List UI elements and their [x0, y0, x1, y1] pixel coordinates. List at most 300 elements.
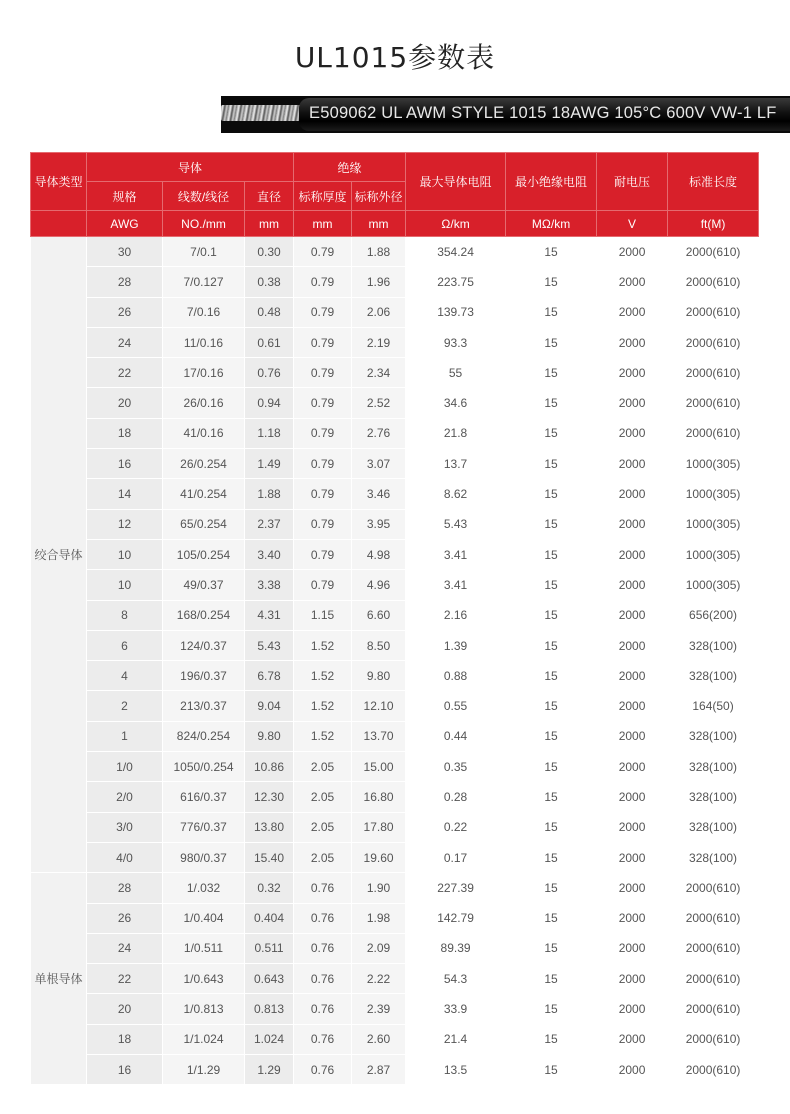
cell-thickness: 0.79: [294, 237, 352, 267]
cell-min-insulation-resistance: 15: [506, 600, 597, 630]
cell-withstand-voltage: 2000: [597, 964, 668, 994]
cell-gauge: 8: [87, 600, 163, 630]
cell-strands: 41/0.254: [163, 479, 245, 509]
table-row: [31, 449, 759, 479]
cell-standard-length: 1000(305): [668, 479, 759, 509]
cell-thickness: 0.76: [294, 1024, 352, 1054]
cell-diameter: 3.40: [245, 539, 294, 569]
cell-withstand-voltage: 2000: [597, 449, 668, 479]
table-row: [31, 237, 759, 267]
cell-standard-length: 2000(610): [668, 418, 759, 448]
cell-max-resistance: 1.39: [406, 630, 506, 660]
cell-strands: 980/0.37: [163, 842, 245, 872]
cell-outer-diameter: 9.80: [352, 661, 406, 691]
cell-min-insulation-resistance: 15: [506, 933, 597, 963]
table-row: [31, 358, 759, 388]
cell-max-resistance: 21.4: [406, 1024, 506, 1054]
cell-max-resistance: 54.3: [406, 964, 506, 994]
cell-outer-diameter: 2.52: [352, 388, 406, 418]
cell-max-resistance: 223.75: [406, 267, 506, 297]
cell-standard-length: 2000(610): [668, 297, 759, 327]
table-row: [31, 267, 759, 297]
cell-diameter: 0.813: [245, 994, 294, 1024]
cell-standard-length: 2000(610): [668, 358, 759, 388]
cell-max-resistance: 0.35: [406, 752, 506, 782]
cell-gauge: 28: [87, 873, 163, 903]
cell-outer-diameter: 8.50: [352, 630, 406, 660]
table-row: [31, 752, 759, 782]
cell-strands: 824/0.254: [163, 721, 245, 751]
cell-withstand-voltage: 2000: [597, 297, 668, 327]
cell-gauge: 4: [87, 661, 163, 691]
table-row: [31, 388, 759, 418]
cell-gauge: 16: [87, 1055, 163, 1085]
cell-withstand-voltage: 2000: [597, 994, 668, 1024]
header-unit-blank: [31, 211, 87, 237]
cell-withstand-voltage: 2000: [597, 873, 668, 903]
cell-outer-diameter: 2.87: [352, 1055, 406, 1085]
cell-withstand-voltage: 2000: [597, 630, 668, 660]
cable-image: [221, 96, 790, 133]
cell-min-insulation-resistance: 15: [506, 267, 597, 297]
cell-gauge: 2/0: [87, 782, 163, 812]
cell-thickness: 0.79: [294, 297, 352, 327]
cell-thickness: 0.79: [294, 418, 352, 448]
header-unit-v: V: [597, 211, 668, 237]
cell-strands: 17/0.16: [163, 358, 245, 388]
cell-strands: 616/0.37: [163, 782, 245, 812]
cell-withstand-voltage: 2000: [597, 327, 668, 357]
cell-gauge: 20: [87, 994, 163, 1024]
cell-gauge: 18: [87, 418, 163, 448]
cell-max-resistance: 13.7: [406, 449, 506, 479]
table-row: [31, 600, 759, 630]
cell-max-resistance: 142.79: [406, 903, 506, 933]
cell-outer-diameter: 2.06: [352, 297, 406, 327]
cell-withstand-voltage: 2000: [597, 237, 668, 267]
cell-thickness: 0.76: [294, 933, 352, 963]
cell-outer-diameter: 16.80: [352, 782, 406, 812]
cell-gauge: 1: [87, 721, 163, 751]
cell-min-insulation-resistance: 15: [506, 358, 597, 388]
cell-standard-length: 328(100): [668, 752, 759, 782]
cell-withstand-voltage: 2000: [597, 267, 668, 297]
cell-diameter: 12.30: [245, 782, 294, 812]
table-row: [31, 994, 759, 1024]
cell-gauge: 4/0: [87, 842, 163, 872]
cell-outer-diameter: 2.22: [352, 964, 406, 994]
header-outer-diameter: 标称外径: [352, 182, 406, 211]
cell-thickness: 2.05: [294, 842, 352, 872]
cell-max-resistance: 354.24: [406, 237, 506, 267]
cell-gauge: 22: [87, 964, 163, 994]
cell-diameter: 1.29: [245, 1055, 294, 1085]
header-unit-mm: mm: [245, 211, 294, 237]
cell-min-insulation-resistance: 15: [506, 539, 597, 569]
cell-outer-diameter: 2.34: [352, 358, 406, 388]
cell-withstand-voltage: 2000: [597, 539, 668, 569]
cell-max-resistance: 8.62: [406, 479, 506, 509]
cell-diameter: 13.80: [245, 812, 294, 842]
cell-standard-length: 656(200): [668, 600, 759, 630]
cell-thickness: 0.79: [294, 509, 352, 539]
cell-strands: 7/0.127: [163, 267, 245, 297]
header-withstand-voltage: 耐电压: [597, 153, 668, 211]
cell-max-resistance: 13.5: [406, 1055, 506, 1085]
cell-min-insulation-resistance: 15: [506, 630, 597, 660]
cell-gauge: 26: [87, 297, 163, 327]
table-row: [31, 327, 759, 357]
cell-diameter: 0.32: [245, 873, 294, 903]
cell-withstand-voltage: 2000: [597, 933, 668, 963]
cell-diameter: 0.94: [245, 388, 294, 418]
header-unit-mohm-km: MΩ/km: [506, 211, 597, 237]
cell-gauge: 24: [87, 933, 163, 963]
cable-print-label: E509062 UL AWM STYLE 1015 18AWG 105°C 600V VW-1 LF: [309, 104, 777, 122]
header-unit-awg: AWG: [87, 211, 163, 237]
cell-gauge: 6: [87, 630, 163, 660]
cell-min-insulation-resistance: 15: [506, 721, 597, 751]
spec-table-header: [31, 153, 759, 237]
cell-withstand-voltage: 2000: [597, 600, 668, 630]
header-gauge: 规格: [87, 182, 163, 211]
header-conductor: 导体: [87, 153, 294, 182]
cell-outer-diameter: 1.88: [352, 237, 406, 267]
cell-max-resistance: 55: [406, 358, 506, 388]
cell-withstand-voltage: 2000: [597, 1055, 668, 1085]
cell-standard-length: 2000(610): [668, 873, 759, 903]
cell-diameter: 1.024: [245, 1024, 294, 1054]
cell-strands: 26/0.254: [163, 449, 245, 479]
cell-gauge: 30: [87, 237, 163, 267]
cell-gauge: 10: [87, 539, 163, 569]
cell-outer-diameter: 4.98: [352, 539, 406, 569]
cell-standard-length: 2000(610): [668, 1055, 759, 1085]
header-unit-mm: mm: [352, 211, 406, 237]
cell-min-insulation-resistance: 15: [506, 418, 597, 448]
cell-withstand-voltage: 2000: [597, 721, 668, 751]
cell-standard-length: 2000(610): [668, 1024, 759, 1054]
header-insulation: 绝缘: [294, 153, 406, 182]
spec-table-body: [31, 237, 759, 1085]
cell-gauge: 3/0: [87, 812, 163, 842]
cell-gauge: 18: [87, 1024, 163, 1054]
cell-diameter: 0.76: [245, 358, 294, 388]
cell-max-resistance: 3.41: [406, 539, 506, 569]
cell-outer-diameter: 2.19: [352, 327, 406, 357]
table-row: [31, 479, 759, 509]
cell-standard-length: 1000(305): [668, 570, 759, 600]
cell-diameter: 2.37: [245, 509, 294, 539]
cell-standard-length: 328(100): [668, 782, 759, 812]
cell-thickness: 0.76: [294, 994, 352, 1024]
table-row: [31, 873, 759, 903]
cell-strands: 41/0.16: [163, 418, 245, 448]
cell-diameter: 9.80: [245, 721, 294, 751]
cell-gauge: 1/0: [87, 752, 163, 782]
cell-withstand-voltage: 2000: [597, 1024, 668, 1054]
cell-max-resistance: 93.3: [406, 327, 506, 357]
cell-withstand-voltage: 2000: [597, 388, 668, 418]
cell-thickness: 0.79: [294, 327, 352, 357]
cell-min-insulation-resistance: 15: [506, 449, 597, 479]
cell-thickness: 1.52: [294, 661, 352, 691]
cell-min-insulation-resistance: 15: [506, 661, 597, 691]
cell-strands: 168/0.254: [163, 600, 245, 630]
cell-min-insulation-resistance: 15: [506, 994, 597, 1024]
cell-max-resistance: 0.22: [406, 812, 506, 842]
cell-thickness: 1.52: [294, 691, 352, 721]
cell-diameter: 1.49: [245, 449, 294, 479]
cell-thickness: 0.76: [294, 873, 352, 903]
header-thickness: 标称厚度: [294, 182, 352, 211]
cell-diameter: 1.88: [245, 479, 294, 509]
table-row: [31, 842, 759, 872]
cell-gauge: 2: [87, 691, 163, 721]
cell-gauge: 10: [87, 570, 163, 600]
cell-thickness: 0.79: [294, 267, 352, 297]
cell-outer-diameter: 1.90: [352, 873, 406, 903]
table-row: [31, 1055, 759, 1085]
page-title: UL1015参数表: [294, 41, 496, 74]
table-row: [31, 661, 759, 691]
cell-strands: 1/0.511: [163, 933, 245, 963]
cell-diameter: 6.78: [245, 661, 294, 691]
spec-table: [30, 152, 759, 1085]
cell-withstand-voltage: 2000: [597, 509, 668, 539]
header-diameter: 直径: [245, 182, 294, 211]
cell-strands: 65/0.254: [163, 509, 245, 539]
cell-strands: 213/0.37: [163, 691, 245, 721]
cell-thickness: 0.76: [294, 1055, 352, 1085]
cell-thickness: 2.05: [294, 782, 352, 812]
cell-min-insulation-resistance: 15: [506, 782, 597, 812]
table-row: [31, 539, 759, 569]
cell-max-resistance: 0.44: [406, 721, 506, 751]
cell-strands: 1/0.813: [163, 994, 245, 1024]
cell-gauge: 12: [87, 509, 163, 539]
cell-strands: 1/1.29: [163, 1055, 245, 1085]
cell-gauge: 22: [87, 358, 163, 388]
cell-outer-diameter: 2.39: [352, 994, 406, 1024]
header-max-resistance: 最大导体电阻: [406, 153, 506, 211]
cell-standard-length: 328(100): [668, 842, 759, 872]
cell-max-resistance: 0.55: [406, 691, 506, 721]
cell-withstand-voltage: 2000: [597, 812, 668, 842]
cell-strands: 124/0.37: [163, 630, 245, 660]
cell-standard-length: 2000(610): [668, 267, 759, 297]
cell-diameter: 0.38: [245, 267, 294, 297]
cell-gauge: 26: [87, 903, 163, 933]
cell-standard-length: 1000(305): [668, 509, 759, 539]
cell-withstand-voltage: 2000: [597, 691, 668, 721]
cell-min-insulation-resistance: 15: [506, 842, 597, 872]
cell-strands: 26/0.16: [163, 388, 245, 418]
table-row: [31, 903, 759, 933]
cell-thickness: 0.76: [294, 964, 352, 994]
cell-withstand-voltage: 2000: [597, 842, 668, 872]
cell-max-resistance: 0.88: [406, 661, 506, 691]
cell-strands: 105/0.254: [163, 539, 245, 569]
cell-standard-length: 2000(610): [668, 388, 759, 418]
cell-withstand-voltage: 2000: [597, 661, 668, 691]
cell-min-insulation-resistance: 15: [506, 327, 597, 357]
cell-strands: 1050/0.254: [163, 752, 245, 782]
cell-thickness: 2.05: [294, 812, 352, 842]
cell-outer-diameter: 3.95: [352, 509, 406, 539]
cell-min-insulation-resistance: 15: [506, 388, 597, 418]
table-row: [31, 297, 759, 327]
cell-diameter: 0.643: [245, 964, 294, 994]
cell-strands: 1/.032: [163, 873, 245, 903]
cell-standard-length: 328(100): [668, 661, 759, 691]
cell-strands: 776/0.37: [163, 812, 245, 842]
table-row: [31, 964, 759, 994]
cell-outer-diameter: 15.00: [352, 752, 406, 782]
cell-gauge: 24: [87, 327, 163, 357]
cell-outer-diameter: 2.60: [352, 1024, 406, 1054]
table-row: [31, 630, 759, 660]
cell-strands: 11/0.16: [163, 327, 245, 357]
header-unit-no-mm: NO./mm: [163, 211, 245, 237]
cell-max-resistance: 2.16: [406, 600, 506, 630]
cell-min-insulation-resistance: 15: [506, 873, 597, 903]
cell-outer-diameter: 2.76: [352, 418, 406, 448]
cell-thickness: 0.76: [294, 903, 352, 933]
cell-withstand-voltage: 2000: [597, 358, 668, 388]
cell-diameter: 0.48: [245, 297, 294, 327]
cell-outer-diameter: 13.70: [352, 721, 406, 751]
cell-min-insulation-resistance: 15: [506, 691, 597, 721]
cell-outer-diameter: 3.46: [352, 479, 406, 509]
cell-standard-length: 164(50): [668, 691, 759, 721]
cell-outer-diameter: 4.96: [352, 570, 406, 600]
cell-standard-length: 328(100): [668, 812, 759, 842]
cell-min-insulation-resistance: 15: [506, 570, 597, 600]
cell-max-resistance: 33.9: [406, 994, 506, 1024]
cell-diameter: 0.511: [245, 933, 294, 963]
cell-max-resistance: 0.28: [406, 782, 506, 812]
cell-standard-length: 328(100): [668, 630, 759, 660]
cell-standard-length: 2000(610): [668, 964, 759, 994]
cell-thickness: 1.52: [294, 721, 352, 751]
cell-withstand-voltage: 2000: [597, 418, 668, 448]
cell-outer-diameter: 3.07: [352, 449, 406, 479]
cell-strands: 196/0.37: [163, 661, 245, 691]
table-row: [31, 1024, 759, 1054]
cell-max-resistance: 227.39: [406, 873, 506, 903]
table-row: [31, 691, 759, 721]
cell-standard-length: 328(100): [668, 721, 759, 751]
cell-standard-length: 2000(610): [668, 933, 759, 963]
header-conductor-type: 导体类型: [31, 153, 87, 211]
cell-strands: 7/0.1: [163, 237, 245, 267]
cell-min-insulation-resistance: 15: [506, 1055, 597, 1085]
cell-outer-diameter: 19.60: [352, 842, 406, 872]
cell-gauge: 16: [87, 449, 163, 479]
cell-outer-diameter: 17.80: [352, 812, 406, 842]
cell-diameter: 0.404: [245, 903, 294, 933]
table-row: [31, 721, 759, 751]
cell-thickness: 0.79: [294, 539, 352, 569]
cell-max-resistance: 89.39: [406, 933, 506, 963]
cell-strands: 1/0.643: [163, 964, 245, 994]
cell-min-insulation-resistance: 15: [506, 237, 597, 267]
cell-strands: 1/1.024: [163, 1024, 245, 1054]
conductor-type-group: 单根导体: [31, 873, 87, 1085]
table-row: [31, 933, 759, 963]
header-unit-ohm-km: Ω/km: [406, 211, 506, 237]
cell-thickness: 0.79: [294, 388, 352, 418]
cell-diameter: 4.31: [245, 600, 294, 630]
cell-withstand-voltage: 2000: [597, 782, 668, 812]
cell-min-insulation-resistance: 15: [506, 1024, 597, 1054]
cell-min-insulation-resistance: 15: [506, 752, 597, 782]
header-min-insulation-resistance: 最小绝缘电阻: [506, 153, 597, 211]
cell-diameter: 0.30: [245, 237, 294, 267]
cell-thickness: 1.52: [294, 630, 352, 660]
cell-withstand-voltage: 2000: [597, 903, 668, 933]
cell-thickness: 0.79: [294, 479, 352, 509]
table-row: [31, 509, 759, 539]
cell-max-resistance: 139.73: [406, 297, 506, 327]
cell-diameter: 5.43: [245, 630, 294, 660]
cell-thickness: 2.05: [294, 752, 352, 782]
cell-outer-diameter: 1.96: [352, 267, 406, 297]
cell-min-insulation-resistance: 15: [506, 479, 597, 509]
cell-outer-diameter: 12.10: [352, 691, 406, 721]
table-row: [31, 570, 759, 600]
cell-withstand-voltage: 2000: [597, 570, 668, 600]
cell-min-insulation-resistance: 15: [506, 812, 597, 842]
cell-outer-diameter: 1.98: [352, 903, 406, 933]
table-row: [31, 812, 759, 842]
cell-thickness: 0.79: [294, 358, 352, 388]
table-row: [31, 782, 759, 812]
cell-strands: 49/0.37: [163, 570, 245, 600]
header-unit-mm: mm: [294, 211, 352, 237]
cell-standard-length: 1000(305): [668, 449, 759, 479]
cell-max-resistance: 3.41: [406, 570, 506, 600]
cell-min-insulation-resistance: 15: [506, 964, 597, 994]
cell-withstand-voltage: 2000: [597, 479, 668, 509]
table-row: [31, 418, 759, 448]
cell-diameter: 1.18: [245, 418, 294, 448]
header-standard-length: 标准长度: [668, 153, 759, 211]
cell-max-resistance: 34.6: [406, 388, 506, 418]
conductor-type-group: 绞合导体: [31, 237, 87, 873]
cell-diameter: 15.40: [245, 842, 294, 872]
cell-outer-diameter: 6.60: [352, 600, 406, 630]
cell-diameter: 3.38: [245, 570, 294, 600]
cell-max-resistance: 5.43: [406, 509, 506, 539]
header-strands: 线数/线径: [163, 182, 245, 211]
cell-outer-diameter: 2.09: [352, 933, 406, 963]
cell-withstand-voltage: 2000: [597, 752, 668, 782]
cell-thickness: 0.79: [294, 570, 352, 600]
cell-diameter: 0.61: [245, 327, 294, 357]
cell-gauge: 14: [87, 479, 163, 509]
cell-standard-length: 2000(610): [668, 327, 759, 357]
cell-gauge: 20: [87, 388, 163, 418]
cell-thickness: 1.15: [294, 600, 352, 630]
cell-gauge: 28: [87, 267, 163, 297]
header-unit-ft-m: ft(M): [668, 211, 759, 237]
cell-max-resistance: 0.17: [406, 842, 506, 872]
cell-standard-length: 2000(610): [668, 237, 759, 267]
cell-thickness: 0.79: [294, 449, 352, 479]
cell-standard-length: 2000(610): [668, 903, 759, 933]
